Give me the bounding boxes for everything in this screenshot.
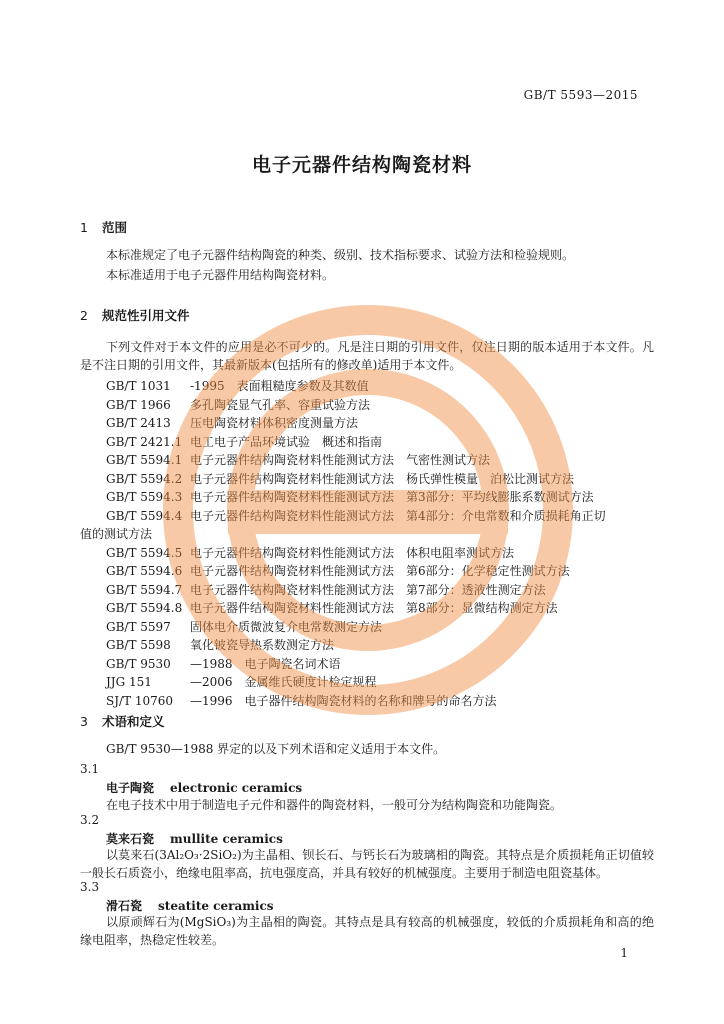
reference-title: -1995 表面粗糙度参数及其数值 [190,379,369,393]
reference-item [106,470,574,487]
reference-code: GB/T 2421.1 [106,434,183,449]
reference-title: —1996 电子器件结构陶瓷材料的名称和牌号的命名方法 [190,693,497,708]
section-title: 范围 [102,220,128,235]
reference-code: GB/T 5594.2 [106,471,183,486]
reference-title: 固体电介质微波复介电常数测定方法 [190,619,383,634]
reference-item [106,396,370,413]
section-2-heading [80,306,190,324]
standard-number: GB/T 5593—2015 [523,88,638,102]
term-en: steatite ceramics [158,899,274,913]
section-1-heading [80,218,127,236]
section-3-heading [80,712,165,730]
reference-code: GB/T 5594.4 [106,508,183,523]
reference-title: 电子元器件结构陶瓷材料性能测试方法 第3部分：平均线膨胀系数测试方法 [190,490,594,504]
reference-title: 电子元器件结构陶瓷材料性能测试方法 第8部分：显微结构测定方法 [190,601,558,615]
reference-title: —2006 金属维氏硬度计检定规程 [190,675,377,689]
reference-code: SJ/T 10760 [106,693,174,708]
reference-item [106,488,594,505]
reference-title: 电子元器件结构陶瓷材料性能测试方法 第4部分：介电常数和介质损耗角正切 [190,508,606,523]
term-en: electronic ceramics [170,781,303,795]
reference-item [106,377,369,394]
reference-item [106,507,606,524]
term-number: 3.3 [80,880,100,894]
reference-code: GB/T 1966 [106,397,171,412]
term-number: 3.2 [80,813,100,827]
term-zh: 电子陶瓷 [106,781,155,795]
section-1-para-1: 本标准规定了电子元器件结构陶瓷的种类、级别、技术指标要求、试验方法和检验规则。 [106,248,575,262]
term-heading [106,779,302,796]
reference-title: 电子元器件结构陶瓷材料性能测试方法 杨氏弹性模量 泊松比测试方法 [190,471,575,486]
reference-code: GB/T 5594.6 [106,564,183,578]
reference-code: GB/T 5594.7 [106,582,183,597]
reference-item [106,581,546,598]
reference-code: GB/T 9530 [106,656,171,671]
reference-code: GB/T 5594.1 [106,453,183,467]
term-heading [106,830,283,847]
reference-code: GB/T 2413 [106,416,171,430]
section-number: 3 [80,714,88,729]
reference-code: GB/T 5598 [106,638,171,652]
term-heading [106,897,274,914]
term-zh: 滑石瓷 [106,899,143,913]
reference-title: 电子元器件结构陶瓷材料性能测试方法 第6部分：化学稳定性测试方法 [190,564,570,578]
reference-code: GB/T 5597 [106,619,171,634]
reference-title: 电子元器件结构陶瓷材料性能测试方法 体积电阻率测试方法 [190,545,515,560]
reference-title: 电子元器件结构陶瓷材料性能测试方法 第7部分：透液性测定方法 [190,582,546,597]
reference-item [106,451,490,468]
section-2-intro: 下列文件对于本文件的应用是必不可少的。凡是注日期的引用文件，仅注日期的版本适用于本文件。凡是不注日期的引用文件，其最新版本(包括所有的修改单)适用于本文件。 [80,340,654,372]
section-3-intro: GB/T 9530—1988 界定的以及下列术语和定义适用于本文件。 [106,742,446,756]
term-number: 3.1 [80,762,100,776]
reference-title: 多孔陶瓷显气孔率、容重试验方法 [190,397,371,412]
reference-item [106,636,334,653]
document-title: 电子元器件结构陶瓷材料 [251,154,472,176]
reference-code: GB/T 5594.8 [106,601,183,615]
section-title: 术语和定义 [102,714,165,729]
section-number: 1 [80,220,88,235]
reference-item [80,525,152,542]
reference-code: JJG 151 [106,675,152,689]
reference-item [106,433,382,450]
reference-item [106,692,497,709]
section-number: 2 [80,308,88,323]
reference-item [106,618,382,635]
term-definition: 以原顽辉石为(MgSiO₃)为主晶相的陶瓷。其特点是具有较高的机械强度，较低的介质损耗角和高的绝缘电阻率，热稳定性较差。 [80,915,654,947]
reference-title: —1988 电子陶瓷名词术语 [190,656,341,671]
reference-title: 氧化铍瓷导热系数测定方法 [190,638,335,652]
reference-item [106,544,514,561]
term-en: mullite ceramics [170,832,283,846]
term-definition: 以莫来石(3Al₂O₃·2SiO₂)为主晶相、钡长石、与钙长石为玻璃相的陶瓷。其特点是介质损耗角正切值较一般长石质瓷小，绝缘电阻率高，抗电强度高，并具有较好的机械强度。主要用于制造电阻瓷基体。 [80,848,654,880]
reference-title: 压电陶瓷材料体积密度测量方法 [190,416,359,430]
page-number: 1 [620,946,628,960]
reference-item [106,599,558,616]
reference-item [106,655,341,672]
reference-item [106,414,358,431]
reference-title: 电子元器件结构陶瓷材料性能测试方法 气密性测试方法 [190,453,491,467]
reference-item [106,562,570,579]
reference-title: 电工电子产品环境试验 概述和指南 [190,434,383,449]
reference-code: GB/T 1031 [106,379,171,393]
reference-title: 值的测试方法 [80,527,153,541]
reference-item [106,673,377,690]
term-zh: 莫来石瓷 [106,832,155,846]
section-title: 规范性引用文件 [102,308,190,323]
reference-code: GB/T 5594.5 [106,545,183,560]
reference-code: GB/T 5594.3 [106,490,183,504]
section-1-para-2: 本标准适用于电子元器件用结构陶瓷材料。 [106,268,335,282]
term-definition: 在电子技术中用于制造电子元件和器件的陶瓷材料，一般可分为结构陶瓷和功能陶瓷。 [106,798,563,812]
